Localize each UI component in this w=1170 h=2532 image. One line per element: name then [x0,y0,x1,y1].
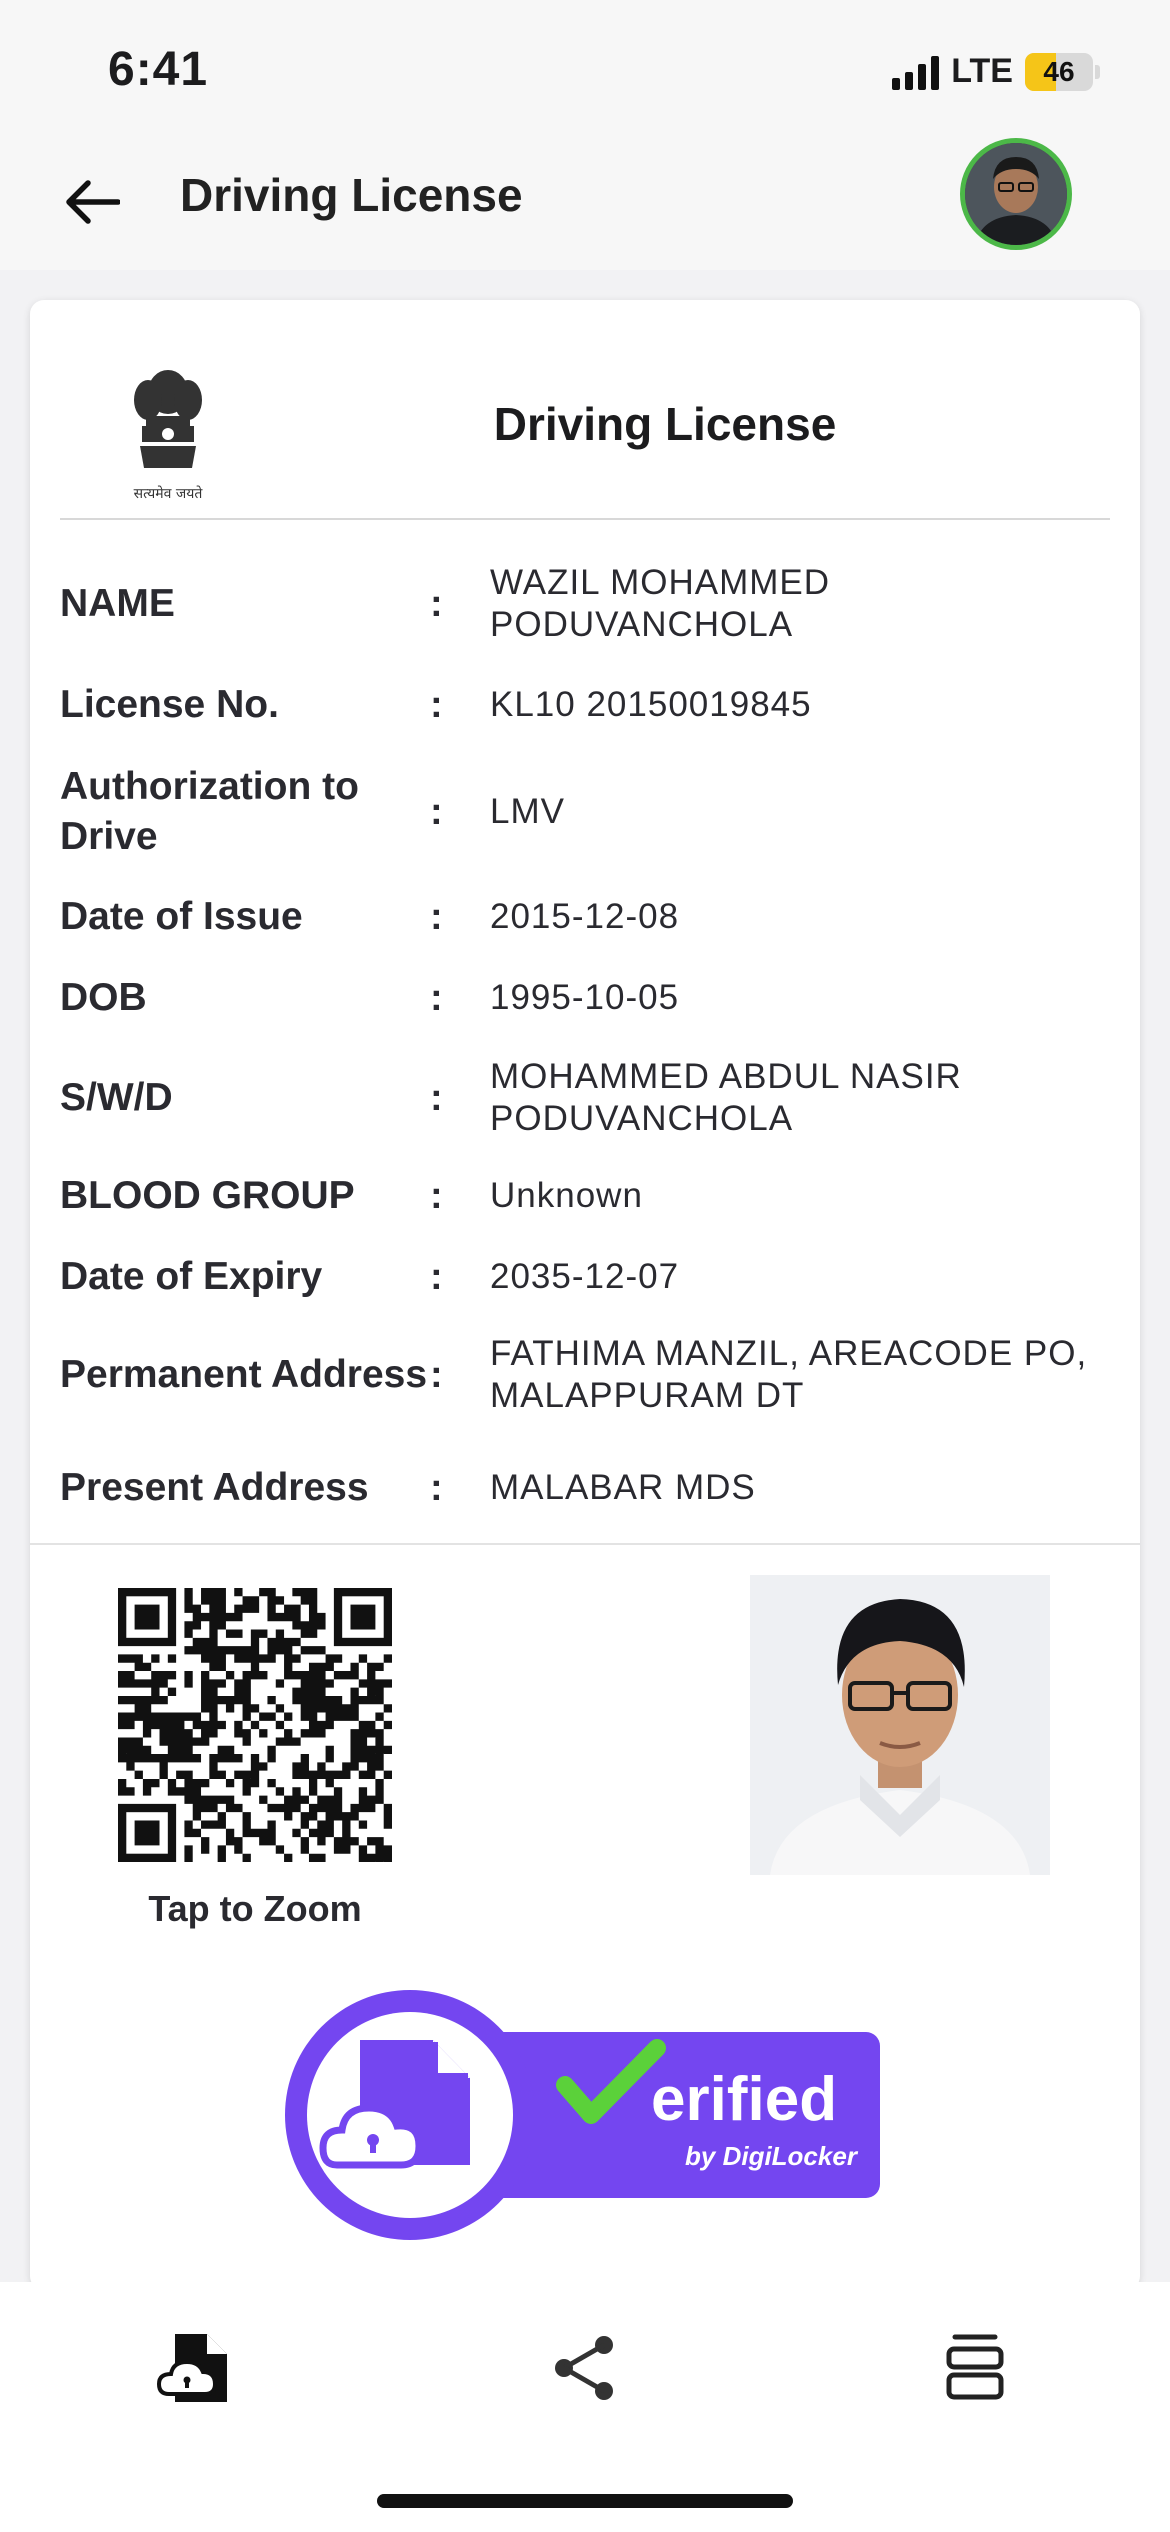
tap-to-zoom-label[interactable]: Tap to Zoom [148,1888,362,1929]
field-label: DOB [60,976,147,1019]
field-value: MOHAMMED ABDUL NASIR PODUVANCHOLA [490,1057,962,1138]
field-value: 2015-12-08 [490,897,680,936]
field-present-address: Present Address : MALABAR MDS [60,1463,1120,1513]
field-value: FATHIMA MANZIL, AREACODE PO, MALAPPURAM DT [490,1334,1088,1415]
field-permanent-address: Permanent Address : FATHIMA MANZIL, AREACODE PO, MALAPPURAM DT [60,1333,1120,1417]
holder-photo [750,1575,1050,1875]
field-name: NAME : WAZIL MOHAMMED PODUVANCHOLA [60,562,1120,646]
card-title: Driving License [493,398,837,450]
field-label: Present Address [60,1466,369,1509]
back-button[interactable] [52,162,132,242]
field-label: S/W/D [60,1076,173,1119]
share-button[interactable] [535,2318,635,2418]
badge-text: erified [651,2065,838,2134]
field-authorization: Authorization to Drive : LMV [60,762,1120,862]
field-date-of-issue: Date of Issue : 2015-12-08 [60,892,1120,942]
field-value: LMV [490,792,565,831]
battery-level: 46 [1043,55,1075,87]
field-dob: DOB : 1995-10-05 [60,973,1120,1023]
qr-code[interactable] [118,1588,392,1862]
field-label: BLOOD GROUP [60,1174,355,1217]
field-label: NAME [60,582,175,625]
layout-icon [945,2333,1005,2403]
digilocker-doc-icon [155,2328,235,2408]
divider [60,518,1110,520]
badge-subtext: by DigiLocker [685,2141,857,2171]
license-card [30,300,1140,2290]
field-label: Authorization to Drive [60,765,359,858]
status-bar [0,0,1170,130]
bottom-toolbar [0,2282,1170,2532]
digilocker-doc-button[interactable] [145,2318,245,2418]
share-icon [550,2333,620,2403]
app-header [0,130,1170,270]
field-date-of-expiry: Date of Expiry : 2035-12-07 [60,1252,1120,1302]
field-value: 1995-10-05 [490,978,680,1017]
avatar[interactable] [960,138,1072,250]
field-value: 2035-12-07 [490,1257,680,1296]
emblem-caption: सत्यमेव जयते [133,486,203,502]
divider [30,1543,1140,1545]
field-swd: S/W/D : MOHAMMED ABDUL NASIR PODUVANCHOLA [60,1056,1120,1140]
field-value: KL10 20150019845 [490,685,812,724]
field-label: Date of Issue [60,895,303,938]
field-value: WAZIL MOHAMMED PODUVANCHOLA [490,563,831,644]
layout-button[interactable] [925,2318,1025,2418]
verified-by-digilocker-badge [285,1990,885,2240]
field-blood-group: BLOOD GROUP : Unknown [60,1171,1120,1221]
field-value: Unknown [490,1176,643,1215]
field-label: Permanent Address [60,1353,428,1396]
signal-icon [892,54,939,90]
home-indicator [377,2494,793,2508]
status-indicators [892,52,1100,91]
page-title: Driving License [180,169,523,221]
field-value: MALABAR MDS [490,1468,756,1507]
status-time: 6:41 [108,43,209,96]
field-label: Date of Expiry [60,1255,323,1298]
field-license-no: License No. : KL10 20150019845 [60,680,1120,730]
network-type: LTE [951,52,1013,90]
arrow-left-icon [64,179,120,225]
field-label: License No. [60,683,279,726]
battery-icon [1025,53,1093,91]
